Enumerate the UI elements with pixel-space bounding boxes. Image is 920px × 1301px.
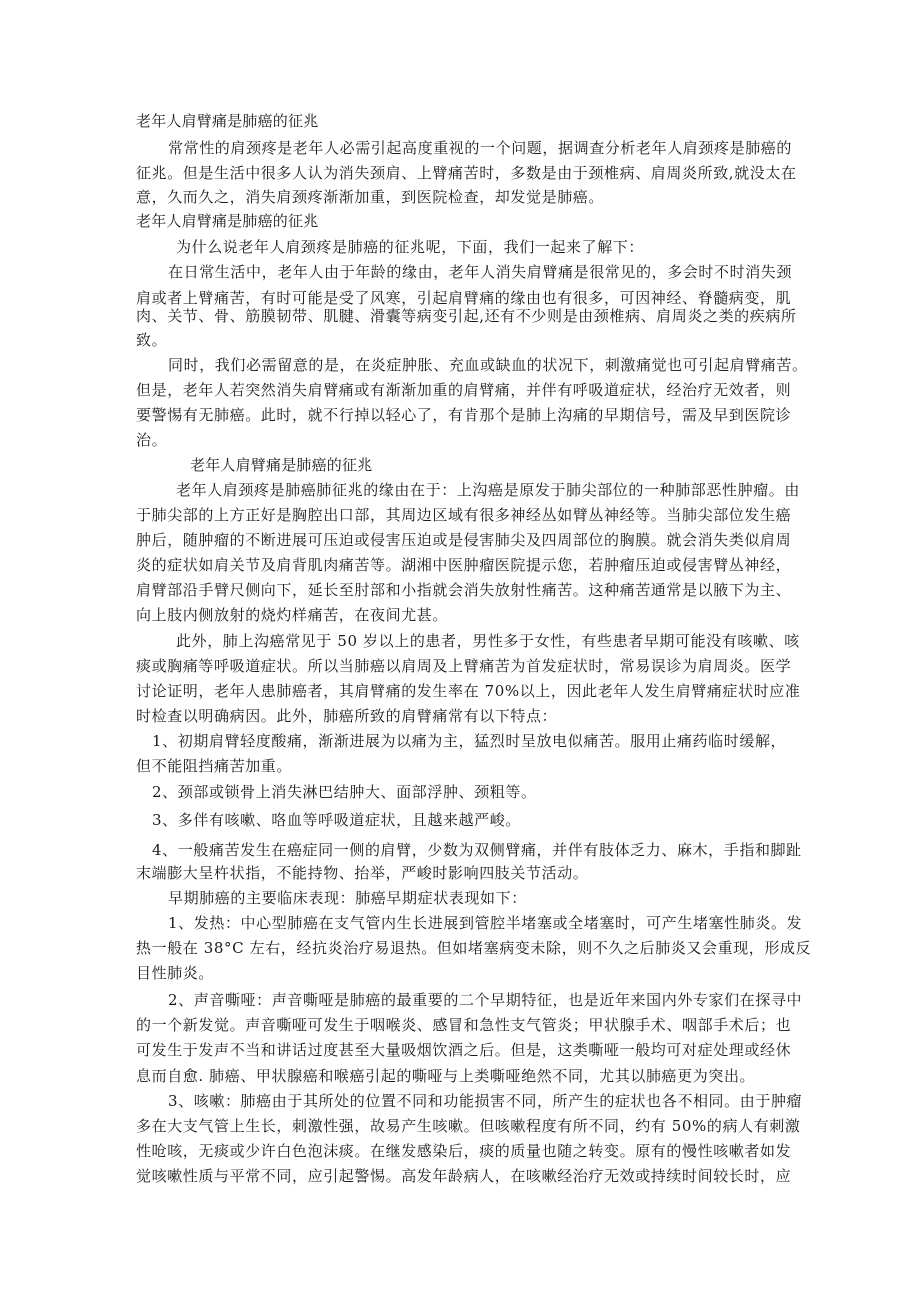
list-item: 1、初期肩臂轻度酸痛，渐渐进展为以痛为主，猛烈时呈放电似痛苦。服用止痛药临时缓解， <box>152 732 787 750</box>
text-line: 老年人肩颈疼是肺癌肺征兆的缘由在于：上沟癌是原发于肺尖部位的一种肺部恶性肿瘤。由 <box>176 481 801 499</box>
text-line: 此外，肺上沟癌常见于 50 岁以上的患者，男性多于女性，有些患者早期可能没有咳嗽、咳 <box>176 632 800 650</box>
section-heading: 老年人肩臂痛是肺癌的征兆 <box>136 212 319 230</box>
text-line: 在日常生活中，老年人由于年龄的缘由，老年人消失肩臂痛是很常见的，多会时不时消失颈 <box>168 263 793 281</box>
text-line: 肩臂部沿手臂尺侧向下，延长至肘部和小指就会消失放射性痛苦。这种痛苦通常是以腋下为主、 <box>136 581 792 599</box>
text-line: 痰或胸痛等呼吸道症状。所以当肺癌以肩周及上臂痛苦为首发症状时，常易误诊为肩周炎。医学 <box>136 657 792 675</box>
text-line: 向上肢内侧放射的烧灼样痛苦，在夜间尤甚。 <box>136 606 449 624</box>
text-line: 性呛咳，无痰或少许白色泡沫痰。在继发感染后，痰的质量也随之转变。原有的慢性咳嗽者如发 <box>136 1142 792 1160</box>
text-line: 的一个新发觉。声音嘶哑可发生于咽喉炎、感冒和急性支气管炎；甲状腺手术、咽部手术后；也 <box>136 1016 792 1034</box>
text-line: 常常性的肩颈疼是老年人必需引起高度重视的一个问题，据调查分析老年人肩颈疼是肺癌的 <box>168 139 793 157</box>
text-line: 目性肺炎。 <box>136 964 215 982</box>
list-item: 3、多伴有咳嗽、咯血等呼吸道症状，且越来越严峻。 <box>152 811 521 829</box>
text-line: 征兆。但是生活中很多人认为消失颈肩、上臂痛苦时，多数是由于颈椎病、肩周炎所致,就没太在 <box>136 164 797 182</box>
text-line: 但不能阻挡痛苦加重。 <box>136 757 293 775</box>
text-line: 炎的症状如肩关节及肩背肌肉痛苦等。湖湘中医肿瘤医院提示您，若肿瘤压迫或侵害臂丛神经， <box>136 556 792 574</box>
text-line: 热一般在 38°C 左右，经抗炎治疗易退热。但如堵塞病变未除，则不久之后肺炎又会重现，形成反 <box>136 939 812 957</box>
text-line: 但是，老年人若突然消失肩臂痛或有渐渐加重的肩臂痛，并伴有呼吸道症状，经治疗无效者，则 <box>136 381 792 399</box>
list-item: 2、声音嘶哑：声音嘶哑是肺癌的最重要的二个早期特征，也是近年来国内外专家们在探寻中 <box>168 991 803 1009</box>
text-line: 多在大支气管上生长，刺激性强，故易产生咳嗽。但咳嗽程度有所不同，约有 50%的病人有刺激 <box>136 1117 801 1135</box>
text-line: 末端膨大呈杵状指，不能持物、抬举，严峻时影响四肢关节活动。 <box>136 864 589 882</box>
text-line: 时检查以明确病因。此外，肺癌所致的肩臂痛常有以下特点： <box>136 707 558 725</box>
text-line: 致。 <box>136 331 168 349</box>
text-line: 意，久而久之，消失肩颈疼渐渐加重，到医院检查，却发觉是肺癌。 <box>136 188 605 206</box>
text-line: 同时，我们必需留意的是，在炎症肿胀、充血或缺血的状况下，刺激痛觉也可引起肩臂痛苦。 <box>168 356 808 374</box>
text-line: 讨论证明，老年人患肺癌者，其肩臂痛的发生率在 70%以上，因此老年人发生肩臂痛症状时应准 <box>136 682 801 700</box>
doc-title: 老年人肩臂痛是肺癌的征兆 <box>136 112 319 130</box>
text-line: 觉咳嗽性质与平常不同，应引起警惕。高发年龄病人，在咳嗽经治疗无效或持续时间较长时，应 <box>136 1167 792 1185</box>
list-item: 3、咳嗽：肺癌由于其所处的位置不同和功能损害不同，所产生的症状也各不相同。由于肿瘤 <box>168 1092 803 1110</box>
list-item: 1、发热：中心型肺癌在支气管内生长进展到管腔半堵塞或全堵塞时，可产生堵塞性肺炎。发 <box>168 914 803 932</box>
text-line: 息而自愈. 肺癌、甲状腺癌和喉癌引起的嘶哑与上类嘶哑绝然不同，尤其以肺癌更为突出。 <box>136 1067 756 1085</box>
text-line: 肉、关节、骨、筋膜韧带、肌腱、滑囊等病变引起,还有不少则是由颈椎病、肩周炎之类的疾病所 <box>136 307 797 325</box>
text-line: 肿后，随肿瘤的不断进展可压迫或侵害压迫或是侵害肺尖及四周部位的胸膜。就会消失类似肩周 <box>136 531 792 549</box>
text-line: 为什么说老年人肩颈疼是肺癌的征兆呢，下面，我们一起来了解下： <box>176 238 645 256</box>
text-line: 可发生于发声不当和讲话过度甚至大量吸烟饮酒之后。但是，这类嘶哑一般均可对症处理或经休 <box>136 1041 792 1059</box>
text-line: 早期肺癌的主要临床表现：肺癌早期症状表现如下： <box>168 889 527 907</box>
text-line: 于肺尖部的上方正好是胸腔出口部，其周边区域有很多神经丛如臂丛神经等。当肺尖部位发生癌 <box>136 506 792 524</box>
list-item: 2、颈部或锁骨上消失淋巴结肿大、面部浮肿、颈粗等。 <box>152 783 537 801</box>
text-line: 要警惕有无肺癌。此时，就不行掉以轻心了，有肯那个是肺上沟痛的早期信号，需及早到医院诊 <box>136 406 792 424</box>
text-line: 治。 <box>136 431 168 449</box>
text-line: 肩或者上臂痛苦，有时可能是受了风寒，引起肩臂痛的缘由也有很多，可因神经、脊髓病变，肌 <box>136 289 792 307</box>
list-item: 4、一般痛苦发生在癌症同一侧的肩臂，少数为双侧臂痛，并伴有肢体乏力、麻木，手指和脚趾 <box>152 841 802 859</box>
section-heading: 老年人肩臂痛是肺癌的征兆 <box>190 456 373 474</box>
